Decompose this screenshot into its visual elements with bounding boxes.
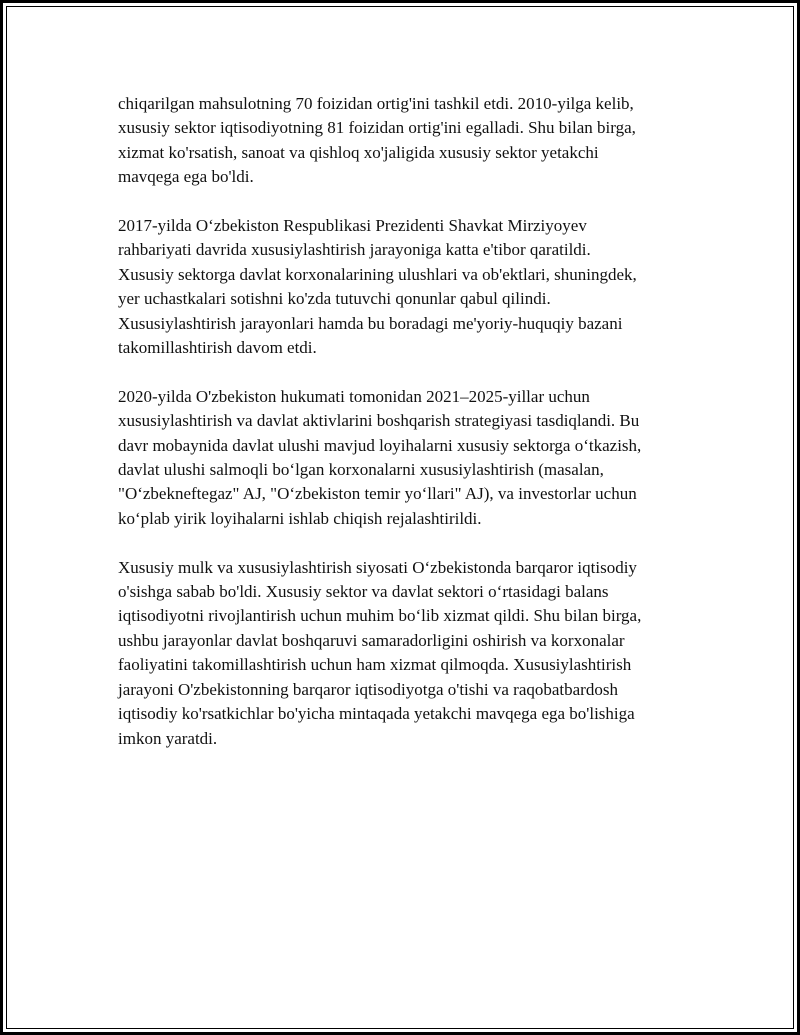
text-line: xususiy sektor iqtisodiyotning 81 foizidan ortig'ini egalladi. Shu bilan birga, [118, 118, 636, 138]
paragraph-3 [118, 385, 718, 531]
text-line: takomillashtirish davom etdi. [118, 338, 317, 358]
text-line: xizmat ko'rsatish, sanoat va qishloq xo'jaligida xususiy sektor yetakchi [118, 142, 599, 162]
text-line: imkon yaratdi. [118, 728, 218, 748]
text-line: 2020-yilda O'zbekiston hukumati tomonidan 2021–2025-yillar uchun [118, 386, 590, 406]
text-line: rahbariyati davrida xususiylashtirish jarayoniga katta e'tibor qaratildi. [118, 240, 591, 260]
text-line: chiqarilgan mahsulotning 70 foizidan ortig'ini tashkil etdi. 2010-yilga kelib, [118, 94, 634, 113]
text-line: Xususiy sektorga davlat korxonalarining ulushlari va ob'ektlari, shuningdek, [118, 264, 637, 284]
text-line: o'sishga sabab bo'ldi. Xususiy sektor va davlat sektori o‘rtasidagi balans [118, 582, 609, 602]
text-line: 2017-yilda O‘zbekiston Respublikasi Prezidenti Shavkat Mirziyoyev [118, 216, 587, 236]
text-line: davr mobaynida davlat ulushi mavjud loyihalarni xususiy sektorga o‘tkazish, [118, 435, 642, 455]
paragraph-4 [118, 556, 718, 751]
text-line: iqtisodiy ko'rsatkichlar bo'yicha mintaqada yetakchi mavqega ega bo'lishiga [118, 704, 635, 724]
paragraph-1 [118, 92, 718, 190]
paragraph-2 [118, 214, 718, 360]
text-line: jarayoni O'zbekistonning barqaror iqtisodiyotga o'tishi va raqobatbardosh [118, 679, 618, 699]
text-line: ushbu jarayonlar davlat boshqaruvi samaradorligini oshirish va korxonalar [118, 630, 625, 650]
text-line: "O‘zbekneftegaz" AJ, "O‘zbekiston temir yo‘llari" AJ), va investorlar uchun [118, 484, 637, 504]
text-line: ko‘plab yirik loyihalarni ishlab chiqish rejalashtirildi. [118, 508, 482, 528]
text-line: yer uchastkalari sotishni ko'zda tutuvchi qonunlar qabul qilindi. [118, 289, 551, 309]
text-line: Xususiy mulk va xususiylashtirish siyosati O‘zbekistonda barqaror iqtisodiy [118, 557, 637, 577]
document-body [118, 92, 718, 775]
text-line: faoliyatini takomillashtirish uchun ham xizmat qilmoqda. Xususiylashtirish [118, 655, 632, 675]
text-line: iqtisodiyotni rivojlantirish uchun muhim bo‘lib xizmat qildi. Shu bilan birga, [118, 606, 642, 626]
text-line: mavqega ega bo'ldi. [118, 167, 254, 187]
text-line: xususiylashtirish va davlat aktivlarini boshqarish strategiyasi tasdiqlandi. Bu [118, 411, 640, 431]
text-line: Xususiylashtirish jarayonlari hamda bu boradagi me'yoriy-huquqiy bazani [118, 313, 623, 333]
text-line: davlat ulushi salmoqli bo‘lgan korxonalarni xususiylashtirish (masalan, [118, 460, 604, 480]
